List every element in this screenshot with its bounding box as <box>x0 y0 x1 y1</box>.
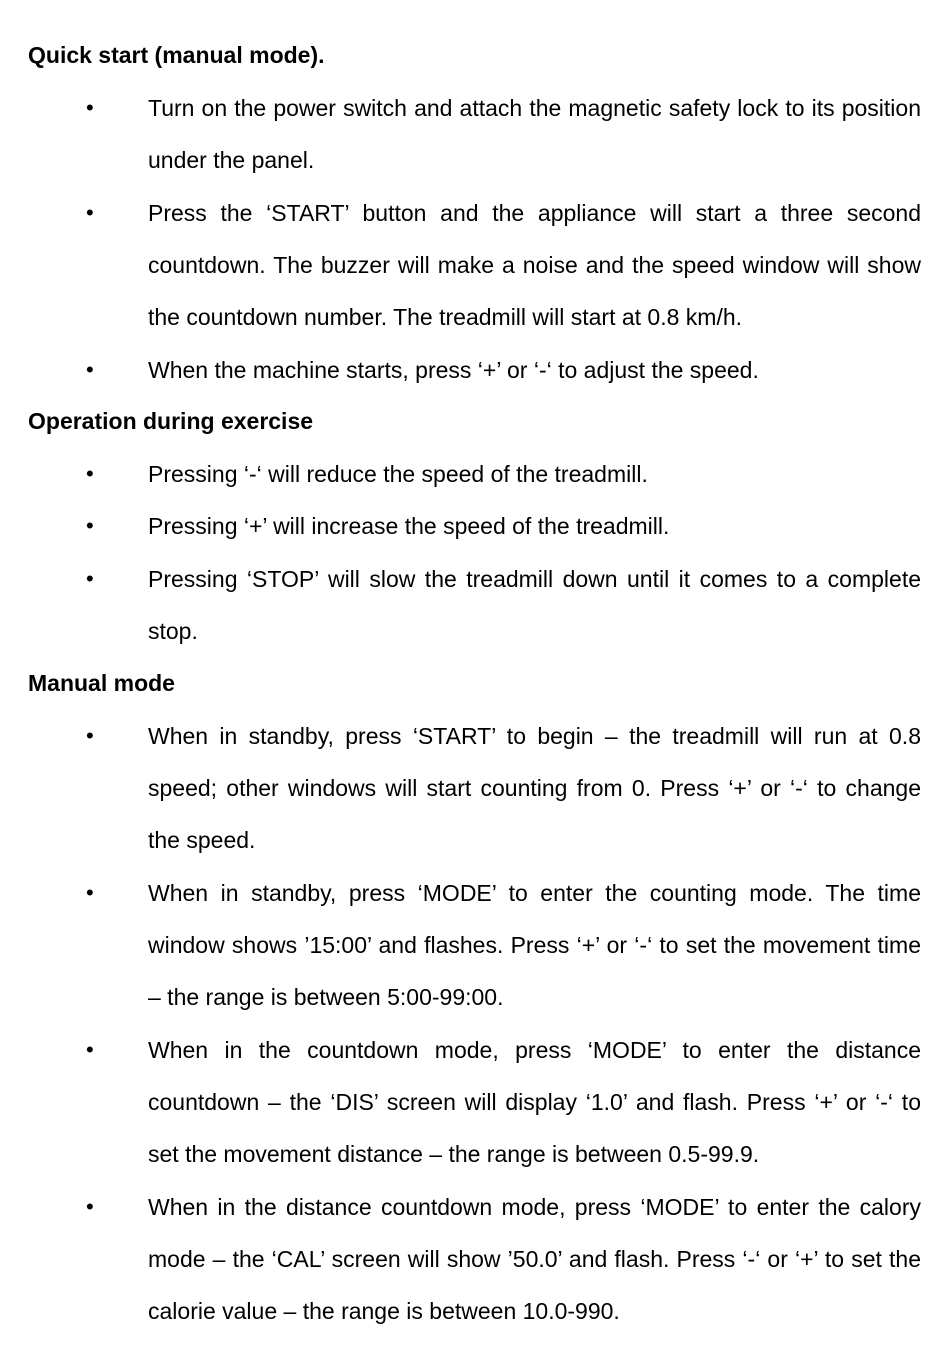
bullet-icon: • <box>86 513 94 538</box>
bullet-icon: • <box>86 461 94 486</box>
list-item: When in standby, press ‘START’ to begin – the treadmill will run at 0.8 speed; other windows will start counting from 0. Press ‘+’ or ‘-‘ to change the speed. <box>148 723 921 854</box>
list-item: Press the ‘START’ button and the appliance will start a three second countdown. The buzzer will make a noise and the speed window will show the countdown number. The treadmill will start at 0.8 km/h. <box>148 200 921 331</box>
list-item: Pressing ‘-‘ will reduce the speed of the treadmill. <box>148 461 648 487</box>
bullet-icon: • <box>86 1194 94 1219</box>
list-item: Pressing ‘STOP’ will slow the treadmill down until it comes to a complete stop. <box>148 566 921 645</box>
list-item: When the machine starts, press ‘+’ or ‘-‘ to adjust the speed. <box>148 357 759 383</box>
bullet-icon: • <box>86 357 94 382</box>
bullet-icon: • <box>86 1037 94 1062</box>
list-item: Turn on the power switch and attach the magnetic safety lock to its position under the panel. <box>148 95 921 174</box>
section-heading-quick-start: Quick start (manual mode). <box>28 42 325 68</box>
bullet-icon: • <box>86 566 94 591</box>
bullet-icon: • <box>86 95 94 120</box>
bullet-icon: • <box>86 723 94 748</box>
list-item: When in the countdown mode, press ‘MODE’ to enter the distance countdown – the ‘DIS’ screen will display ‘1.0’ and flash. Press ‘+’ or ‘-‘ to set the movement distance – the range is between 0.5-99.9. <box>148 1037 921 1168</box>
list-item: When in the distance countdown mode, press ‘MODE’ to enter the calory mode – the ‘CAL’ screen will show ’50.0’ and flash. Press ‘-‘ or ‘+’ to set the calorie value – the range is between 10.0-990. <box>148 1194 921 1325</box>
bullet-icon: • <box>86 200 94 225</box>
bullet-icon: • <box>86 880 94 905</box>
section-heading-operation: Operation during exercise <box>28 408 314 434</box>
section-heading-manual-mode: Manual mode <box>28 670 175 696</box>
list-item: Pressing ‘+’ will increase the speed of the treadmill. <box>148 513 670 539</box>
list-item: When in standby, press ‘MODE’ to enter the counting mode. The time window shows ’15:00’ and flashes. Press ‘+’ or ‘-‘ to set the movement time – the range is between 5:00-99:00. <box>148 880 921 1011</box>
